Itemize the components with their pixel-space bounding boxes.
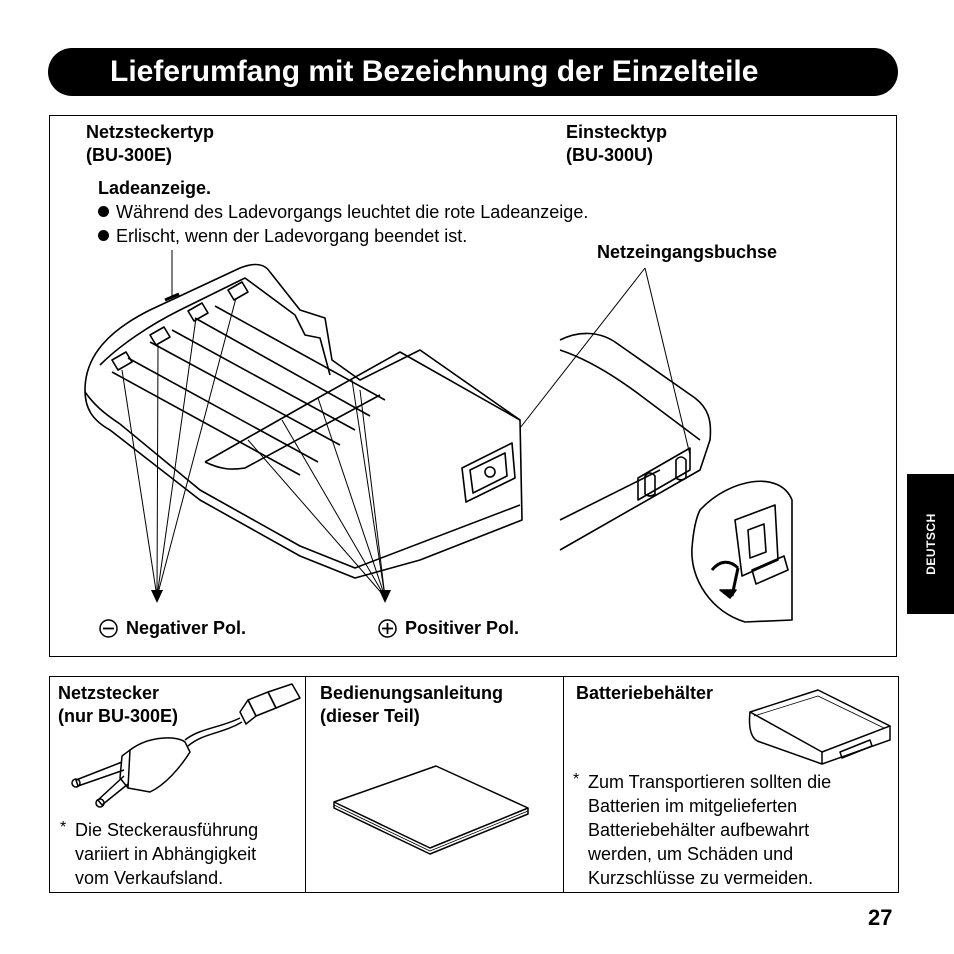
indicator-title: Ladeanzeige. [98, 178, 212, 198]
accessory-note: * Zum Transportieren sollten die Batterien im mitgelieferten Batteriebehälter aufbewahrt werden, um Schäden und Kurzschlüsse zu vermeiden. [573, 771, 832, 888]
accessory-title: Bedienungsanleitung [320, 683, 504, 703]
accessory-title: Batteriebehälter [576, 683, 714, 703]
insert-type-label: Einstecktyp [566, 122, 668, 142]
indicator-bullet: Während des Ladevorgangs leuchtet die rote Ladeanzeige. [98, 200, 588, 224]
indicator-bullet: Erlischt, wenn der Ladevorgang beendet ist. [98, 224, 467, 248]
accessory-title: Netzstecker [58, 683, 160, 703]
page-number: 27 [868, 905, 893, 930]
negative-pole-label: Negativer Pol. [99, 618, 246, 639]
page-title: Lieferumfang mit Bezeichnung der Einzelteile [48, 48, 898, 96]
language-tab: DEUTSCH [907, 474, 954, 614]
accessory-note: * Die Steckerausführung variiert in Abhängigkeit vom Verkaufsland. [60, 819, 259, 888]
positive-pole-label: Positiver Pol. [378, 618, 519, 639]
power-socket-label: Netzeingangsbuchse [597, 242, 778, 262]
plug-type-model: (BU-300E) [86, 145, 173, 165]
accessory-subtitle: (nur BU-300E) [58, 706, 179, 726]
plug-type-label: Netzsteckertyp [86, 122, 215, 142]
accessory-subtitle: (dieser Teil) [320, 706, 420, 726]
insert-type-model: (BU-300U) [566, 145, 654, 165]
